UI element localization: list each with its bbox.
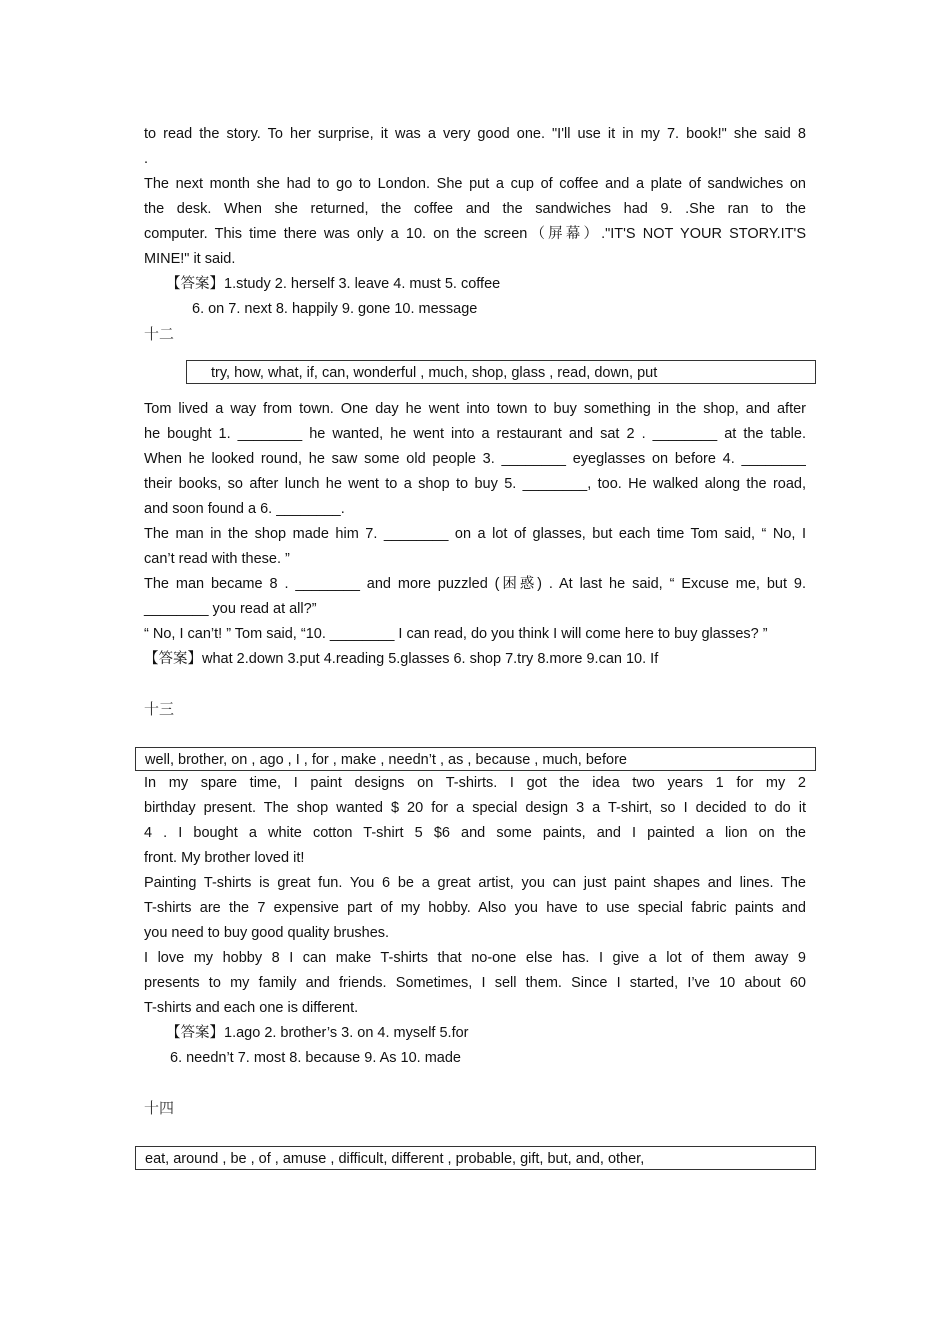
text-line: When he looked round, he saw some old people 3. ________ eyeglasses on before 4. ________ (144, 451, 806, 467)
text-line: MINE!" it said. (144, 251, 236, 267)
answer-line: 6. needn’t 7. most 8. because 9. As 10. made (170, 1050, 461, 1066)
answer-line: 6. on 7. next 8. happily 9. gone 10. message (192, 301, 478, 317)
word-bank-box: eat, around , be , of , amuse , difficult, different , probable, gift, but, and, other, (135, 1146, 816, 1170)
text-line: 4 . I bought a white cotton T-shirt 5 $6 and some paints, and I painted a lion on the (144, 825, 806, 841)
text-line: presents to my family and friends. Sometimes, I sell them. Since I started, I’ve 10 about 60 (144, 975, 806, 991)
text-line: the desk. When she returned, the coffee and the sandwiches had 9. .She ran to the (144, 201, 806, 217)
text-line: birthday present. The shop wanted $ 20 for a special design 3 a T-shirt, so I decided to do it (144, 800, 806, 816)
document-page (144, 122, 806, 1170)
word-bank-box: try, how, what, if, can, wonderful , much, shop, glass , read, down, put (186, 360, 816, 384)
text-line: . (144, 151, 149, 167)
answer-line: 【答案】1.study 2. herself 3. leave 4. must 5. coffee (166, 276, 501, 292)
text-line: can’t read with these. ” (144, 551, 290, 567)
answer-line: 【答案】1.ago 2. brother’s 3. on 4. myself 5.for (166, 1025, 469, 1041)
text-line: he bought 1. ________ he wanted, he went into a restaurant and sat 2 . ________ at the table. (144, 426, 806, 442)
answer-line: 【答案】what 2.down 3.put 4.reading 5.glasses 6. shop 7.try 8.more 9.can 10. If (144, 651, 659, 667)
text-line: front. My brother loved it! (144, 850, 305, 866)
word-bank-box: well, brother, on , ago , I , for , make , needn’t , as , because , much, before (135, 747, 816, 771)
text-line: and soon found a 6. ________. (144, 501, 345, 517)
section-heading: 十三 (144, 700, 175, 718)
section-heading: 十四 (144, 1099, 175, 1117)
text-line: In my spare time, I paint designs on T-shirts. I got the idea two years 1 for my 2 (144, 775, 806, 791)
text-line: you need to buy good quality brushes. (144, 925, 390, 941)
text-line: Painting T-shirts is great fun. You 6 be a great artist, you can just paint shapes and lines. The (144, 875, 806, 891)
text-line: T-shirts are the 7 expensive part of my hobby. Also you have to use special fabric paints and (144, 900, 806, 916)
text-line: Tom lived a way from town. One day he went into town to buy something in the shop, and after (144, 401, 806, 417)
text-line: The man became 8 . ________ and more puzzled (困惑) . At last he said, “ Excuse me, but 9. (144, 576, 806, 592)
text-line: I love my hobby 8 I can make T-shirts that no-one else has. I give a lot of them away 9 (144, 950, 806, 966)
text-line: computer. This time there was only a 10. on the screen（屏幕）."IT'S NOT YOUR STORY.IT'S (144, 226, 806, 242)
text-line: The next month she had to go to London. She put a cup of coffee and a plate of sandwiches on (144, 176, 806, 192)
text-line: ________ you read at all?” (144, 601, 317, 617)
text-line: to read the story. To her surprise, it was a very good one. "I'll use it in my 7. book!" she said 8 (144, 126, 806, 142)
text-line: their books, so after lunch he went to a shop to buy 5. ________, too. He walked along the road, (144, 476, 806, 492)
text-line: The man in the shop made him 7. ________ on a lot of glasses, but each time Tom said, “ No, I (144, 526, 806, 542)
text-line: “ No, I can’t! ” Tom said, “10. ________ I can read, do you think I will come here to buy glasses? ” (144, 626, 768, 642)
section-heading: 十二 (144, 325, 175, 343)
text-line: T-shirts and each one is different. (144, 1000, 359, 1016)
